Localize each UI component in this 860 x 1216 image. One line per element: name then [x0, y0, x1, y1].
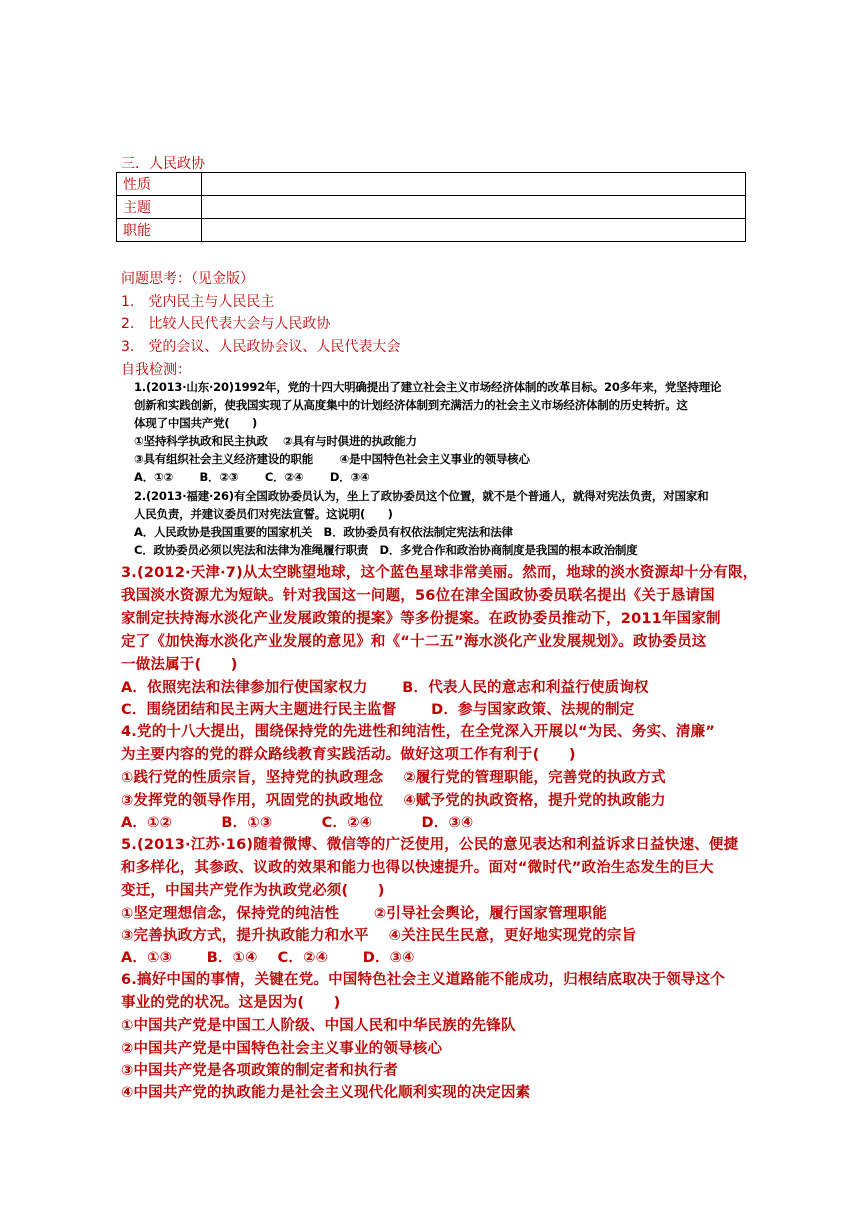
- q3-line: 一做法属于( ): [121, 657, 238, 673]
- q4-line: ③发挥党的领导作用，巩固党的执政地位 ④赋予党的执政资格，提升党的执政能力: [121, 793, 666, 809]
- q5-line: 5.(2013·江苏·16)随着微博、微信等的广泛使用，公民的意见表达和利益诉求日益快速、便捷: [121, 837, 739, 853]
- table-row: [117, 196, 746, 219]
- thinking-item: 3. 党的会议、人民政协会议、人民代表大会: [121, 339, 401, 355]
- q3-line: 家制定扶持海水淡化产业发展政策的提案》等多份提案。在政协委员推动下，2011年国家制: [121, 611, 721, 627]
- q5-line: A．①③ B．①④ C．②④ D．③④: [121, 950, 415, 966]
- row-value-nature: [202, 173, 746, 196]
- q5-line: 和多样化，其参政、议政的效果和能力也得以快速提升。面对“微时代”政治生态发生的巨大: [121, 860, 714, 876]
- q3-line: 3.(2012·天津·7)从太空眺望地球，这个蓝色星球非常美丽。然而，地球的淡水资源却十分有限，: [121, 565, 758, 581]
- self-check-heading: 自我检测：: [121, 362, 191, 378]
- q1-line: A．①② B．②③ C．②④ D．③④: [134, 470, 370, 484]
- thinking-item: 2. 比较人民代表大会与人民政协: [121, 316, 331, 332]
- q6-line: ③中国共产党是各项政策的制定者和执行者: [121, 1063, 399, 1079]
- q2-line: 人民负责，并建议委员们对宪法宣誓。这说明( ): [134, 507, 393, 521]
- q6-line: ①中国共产党是中国工人阶级、中国人民和中华民族的先锋队: [121, 1018, 516, 1034]
- row-value-function: [202, 219, 746, 242]
- q5-line: ①坚定理想信念，保持党的纯洁性 ②引导社会舆论，履行国家管理职能: [121, 906, 607, 922]
- q4-line: ①践行党的性质宗旨，坚持党的执政理念 ②履行党的管理职能，完善党的执政方式: [121, 770, 666, 786]
- q3-line: C．围绕团结和民主两大主题进行民主监督 D．参与国家政策、法规的制定: [121, 702, 635, 718]
- q1-line: 创新和实践创新，使我国实现了从高度集中的计划经济体制到充满活力的社会主义市场经济体制的历史转折。这: [134, 398, 688, 412]
- q1-line: ①坚持科学执政和民主执政 ②具有与时俱进的执政能力: [134, 434, 417, 448]
- q1-line: 1.(2013·山东·20)1992年，党的十四大明确提出了建立社会主义市场经济体制的改革目标。20多年来，党坚持理论: [134, 380, 722, 394]
- row-label-nature: 性质: [117, 173, 202, 196]
- table-row: [117, 173, 746, 196]
- q2-line: C．政协委员必须以宪法和法律为准绳履行职责 D．多党合作和政治协商制度是我国的根本政治制度: [134, 543, 638, 557]
- q4-line: A．①② B．①③ C．②④ D．③④: [121, 815, 474, 831]
- q4-line: 4.党的十八大提出，围绕保持党的先进性和纯洁性，在全党深入开展以“为民、务实、清廉”: [121, 724, 716, 740]
- q3-line: 我国淡水资源尤为短缺。针对我国这一问题，56位在津全国政协委员联名提出《关于恳请国: [121, 588, 715, 604]
- q5-line: ③完善执政方式，提升执政能力和水平 ④关注民生民意，更好地实现党的宗旨: [121, 928, 637, 944]
- table-row: [117, 219, 746, 242]
- q3-line: 定了《加快海水淡化产业发展的意见》和《“十二五”海水淡化产业发展规划》。政协委员这: [121, 634, 707, 650]
- q4-line: 为主要内容的党的群众路线教育实践活动。做好这项工作有利于( ): [121, 747, 576, 763]
- q1-line: ③具有组织社会主义经济建设的职能 ④是中国特色社会主义事业的领导核心: [134, 452, 530, 466]
- section-title: 三．人民政协: [121, 156, 205, 172]
- q6-line: 6.搞好中国的事情，关键在党。中国特色社会主义道路能不能成功，归根结底取决于领导这个: [121, 972, 725, 988]
- row-value-theme: [202, 196, 746, 219]
- thinking-heading: 问题思考：（见金版）: [121, 271, 254, 287]
- thinking-item: 1. 党内民主与人民民主: [121, 294, 275, 310]
- q6-line: 事业的党的状况。这是因为( ): [121, 995, 341, 1011]
- q2-line: 2.(2013·福建·26)有全国政协委员认为，坐上了政协委员这个位置，就不是个普通人，就得对宪法负责，对国家和: [134, 489, 709, 503]
- q3-line: A．依照宪法和法律参加行使国家权力 B．代表人民的意志和利益行使质询权: [121, 680, 649, 696]
- q5-line: 变迁，中国共产党作为执政党必须( ): [121, 883, 385, 899]
- q6-line: ②中国共产党是中国特色社会主义事业的领导核心: [121, 1041, 443, 1057]
- row-label-function: 职能: [117, 219, 202, 242]
- q2-line: A．人民政协是我国重要的国家机关 B．政协委员有权依法制定宪法和法律: [134, 525, 513, 539]
- q1-line: 体现了中国共产党( ): [134, 416, 258, 430]
- row-label-theme: 主题: [117, 196, 202, 219]
- cppcc-table: [116, 172, 746, 242]
- q6-line: ④中国共产党的执政能力是社会主义现代化顺利实现的决定因素: [121, 1085, 531, 1101]
